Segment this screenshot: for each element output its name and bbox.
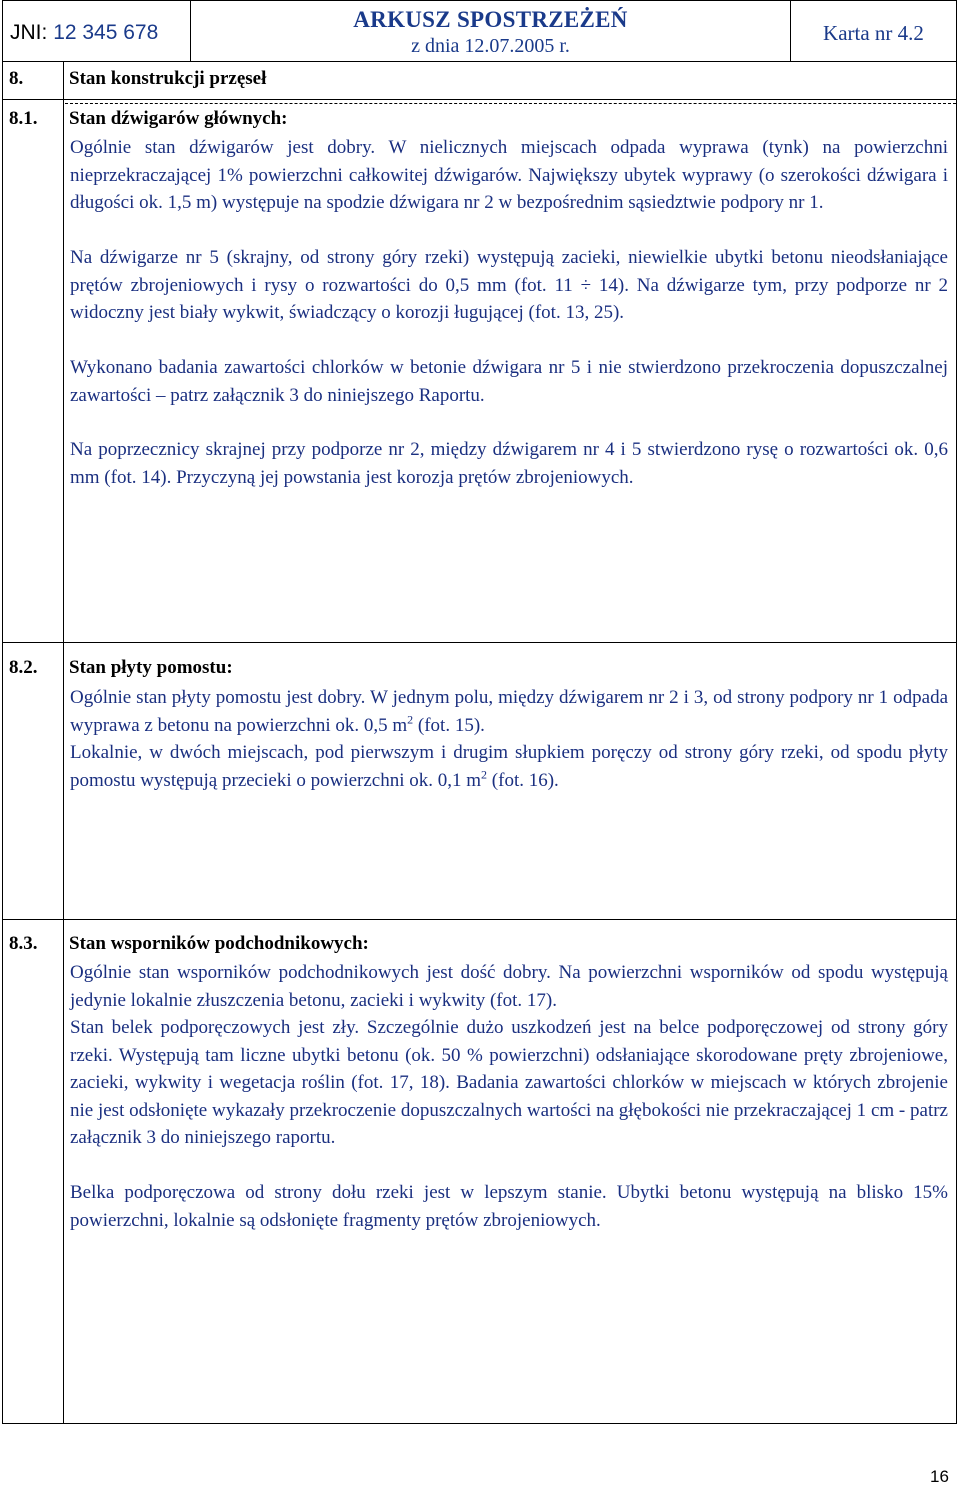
section-83-paragraph-2: Stan belek podporęczowych jest zły. Szczególnie dużo uszkodzeń jest na belce podporęczowej od strony góry rzeki. Występują tam liczne ubytki betonu (ok. 50 % powierzchni) odsłaniające skorodowane pręty zbrojeniowe, zacieki, wykwity i wegetacja roślin (fot. 17, 18). Badania zawartości chlorków w miejscach w których zbrojenie nie jest odsłonięte wykazały przekroczenie dopuszczalnych wartości na głębokości nie przekraczającej 1 cm - patrz załącznik 3 do niniejszego raportu. — [70, 1017, 948, 1148]
section-8-number: 8. — [9, 68, 24, 89]
section-82-paragraph-1 — [70, 684, 948, 739]
section-8-title: Stan konstrukcji przęseł — [69, 68, 267, 89]
section-82-divider — [3, 642, 956, 643]
section-83-paragraph-1: Ogólnie stan wsporników podchodnikowych jest dość dobry. Na powierzchni wsporników od spodu występują jedynie lokalnie złuszczenia betonu, zacieki i wykwity (fot. 17). — [70, 962, 948, 1011]
section-82-p1-tail: (fot. 15). — [413, 714, 485, 736]
card-cell — [791, 1, 956, 61]
section-82-p2-text: Lokalnie, w dwóch miejscach, pod pierwszym i drugim słupkiem poręczy od strony góry rzeki, od spodu płyty pomostu występują przecieki o powierzchni ok. 0,1 m — [70, 742, 948, 791]
section-83-divider — [3, 919, 956, 920]
section-82-p2-exponent: 2 — [481, 767, 488, 782]
section-83-title: Stan wsporników podchodnikowych: — [69, 933, 369, 954]
section-82-p2-tail: (fot. 16). — [487, 769, 559, 791]
section-83-paragraph-3: Belka podporęczowa od strony dołu rzeki jest w lepszym stanie. Ubytki betonu występują na blisko 15% powierzchni, lokalnie są odsłonięte fragmenty prętów zbrojeniowych. — [70, 1182, 948, 1231]
date-value: 12.07.2005 r. — [464, 35, 570, 57]
section-81-p2-start: Na dźwigarze nr 5 (skrajny, od strony góry rzeki) występują zacieki, niewielkie ubytki betonu nieodsłaniające prętów zbrojeniowych i rysy o rozwartości do 0,5 mm (fot. 11 — [70, 247, 948, 296]
section-8-dashed-line — [65, 103, 956, 104]
column-divider — [63, 61, 64, 1423]
section-82-paragraph-2 — [70, 739, 948, 794]
observation-sheet — [2, 0, 957, 1424]
section-82-p1-exponent: 2 — [407, 712, 414, 727]
section-82-p1-text: Ogólnie stan płyty pomostu jest dobry. W jednym polu, między dźwigarem nr 2 i 3, od strony podpory nr 1 odpada wyprawa z betonu na powierzchni ok. 0,5 m — [70, 687, 948, 736]
sheet-title: ARKUSZ SPOSTRZEŻEŃ — [353, 7, 628, 32]
division-sign: ÷ — [580, 274, 592, 296]
section-81-paragraph-3: Wykonano badania zawartości chlorków w betonie dźwigara nr 5 i nie stwierdzono przekroczenia dopuszczalnej zawartości – patrz załącznik 3 do niniejszego Raportu. — [70, 357, 948, 406]
sheet-header — [3, 1, 956, 62]
jni-label: JNI: — [10, 21, 48, 44]
jni-field — [10, 21, 158, 45]
section-81-paragraph-2 — [70, 244, 948, 327]
section-82-title: Stan płyty pomostu: — [69, 657, 233, 678]
section-81-p2-end: 14). Na dźwigarze tym, przy podporze nr 2 widoczny jest biały wykwit, świadczący o korozji ługującej (fot. 13, 25). — [70, 274, 949, 323]
jni-value: 12 345 678 — [53, 21, 159, 44]
sheet-date — [191, 35, 790, 58]
section-81-paragraph-1: Ogólnie stan dźwigarów jest dobry. W nielicznych miejscach odpada wyprawa (tynk) na powierzchni nieprzekraczającej 1% powierzchni całkowitej dźwigarów. Największy ubytek wyprawy (o szerokości dźwigara i długości ok. 1,5 m) występuje na spodzie dźwigara nr 2 w bezpośrednim sąsiedztwie podpory nr 1. — [70, 137, 948, 213]
page-number: 16 — [930, 1467, 949, 1486]
section-81-title: Stan dźwigarów głównych: — [69, 108, 288, 129]
section-81-paragraph-4: Na poprzecznicy skrajnej przy podporze nr 2, między dźwigarem nr 4 i 5 stwierdzono rysę o rozwartości ok. 0,6 mm (fot. 14). Przyczyną jej powstania jest korozja prętów zbrojeniowych. — [70, 439, 948, 488]
section-81-number: 8.1. — [9, 108, 38, 129]
card-number: Karta nr 4.2 — [823, 21, 924, 45]
title-cell — [191, 1, 791, 61]
section-83-number: 8.3. — [9, 933, 38, 954]
date-prefix: z dnia — [411, 35, 460, 57]
jni-cell — [3, 1, 191, 61]
section-8-divider — [3, 99, 956, 100]
section-82-number: 8.2. — [9, 657, 38, 678]
